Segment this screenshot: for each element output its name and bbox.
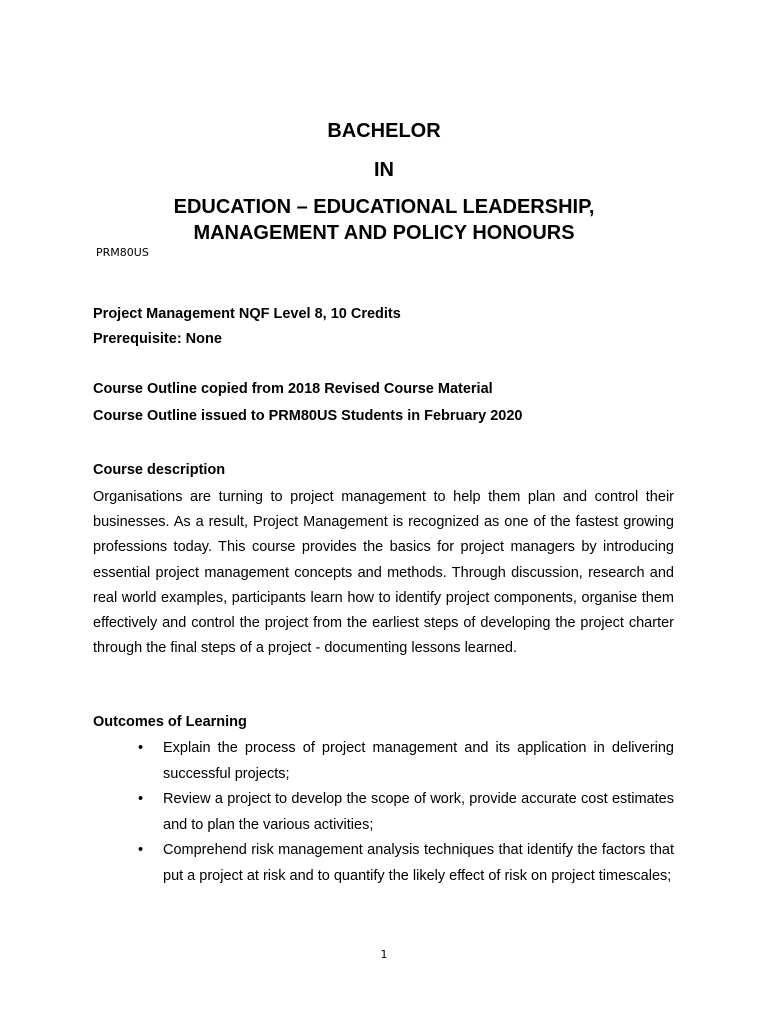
- prerequisite: Prerequisite: None: [93, 331, 222, 347]
- description-heading: Course description: [93, 462, 226, 478]
- description-text: Organisations are turning to project management to help them plan and control their businesses. As a result, Project Management is recognized as one of the fastest growing professions today. This course provides the basics for project managers by introducing essential project management concepts and methods. Through discussion, research and real world examples, participants learn how to identify project components, organise them effectively and control the project from the earliest steps of developing the project charter through the final steps of a project - documenting lessons learned.: [93, 489, 674, 657]
- list-item: [138, 838, 674, 889]
- bullet-icon: •: [138, 791, 144, 808]
- outcome-text: Review a project to develop the scope of work, provide accurate cost estimates and to plan the various activities;: [163, 791, 674, 833]
- page-number: 1: [380, 948, 388, 961]
- degree-title-line-3: EDUCATION – EDUCATIONAL LEADERSHIP,: [173, 196, 595, 218]
- outcome-text: Comprehend risk management analysis techniques that identify the factors that put a project at risk and to quantify the likely effect of risk on project timescales;: [163, 842, 674, 884]
- bullet-icon: •: [138, 740, 144, 756]
- degree-title-line-4: MANAGEMENT AND POLICY HONOURS: [193, 222, 575, 244]
- degree-title-line-1: BACHELOR: [327, 120, 441, 142]
- list-item: [138, 736, 674, 787]
- degree-title-line-2: IN: [374, 159, 394, 181]
- outcome-text: Explain the process of project management and its application in delivering successful projects;: [163, 740, 674, 782]
- module-code: PRM80US: [96, 246, 149, 259]
- outcomes-heading: Outcomes of Learning: [93, 714, 247, 730]
- outline-issued: Course Outline issued to PRM80US Students in February 2020: [93, 408, 523, 424]
- list-item: [138, 787, 674, 838]
- outline-source: Course Outline copied from 2018 Revised Course Material: [93, 381, 493, 397]
- bullet-icon: •: [138, 842, 144, 859]
- module-name: Project Management NQF Level 8, 10 Credits: [93, 306, 401, 322]
- outcomes-list: [138, 736, 674, 890]
